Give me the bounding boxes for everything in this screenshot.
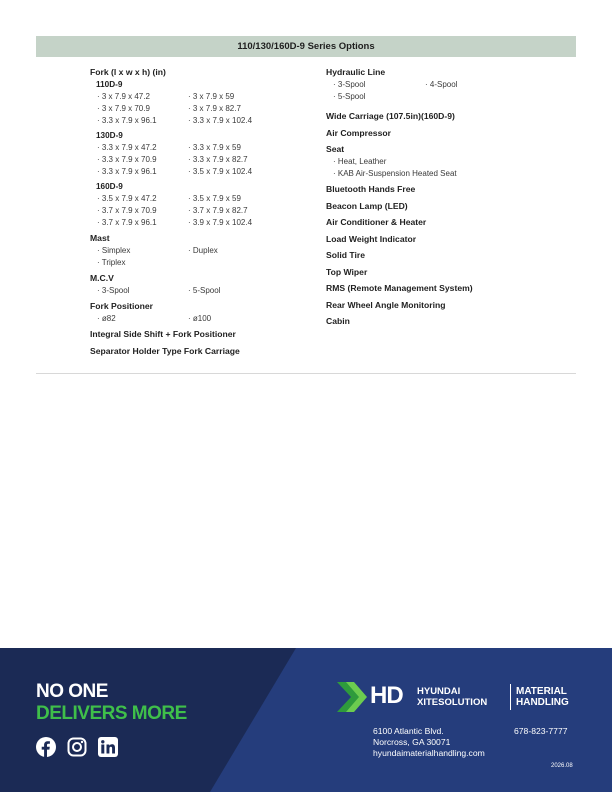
list-item: · 5-Spool [188, 286, 221, 295]
mast-heading: Mast [90, 233, 110, 243]
fork-positioner-heading: Fork Positioner [90, 301, 154, 311]
fork-model-160: 160D-9 [96, 182, 123, 191]
list-item: · 3.3 x 7.9 x 70.9 [97, 155, 157, 164]
option-item: Air Conditioner & Heater [326, 217, 427, 227]
facebook-icon[interactable] [36, 737, 56, 757]
option-item: RMS (Remote Management System) [326, 283, 473, 293]
list-item: · 3.5 x 7.9 x 47.2 [97, 194, 157, 203]
mast-list [90, 245, 315, 269]
fork-positioner-list [90, 313, 315, 325]
list-item: · ø82 [97, 314, 116, 323]
list-item: · 3 x 7.9 x 59 [188, 92, 235, 101]
mcv-list [90, 285, 315, 297]
section-divider [36, 373, 576, 374]
list-item: · 3.3 x 7.9 x 47.2 [97, 143, 157, 152]
slogan-line1: NO ONE [36, 681, 108, 702]
section-title-bar [36, 36, 576, 57]
option-item: Top Wiper [326, 266, 368, 277]
fork-model-110: 110D-9 [96, 80, 123, 89]
phone-number[interactable]: 678-823-7777 [514, 726, 568, 736]
list-item: · 3.5 x 7.9 x 59 [188, 194, 241, 203]
fork-list-160 [90, 193, 315, 229]
seat-heading: Seat [326, 144, 345, 154]
list-item: · 5-Spool [333, 92, 366, 101]
list-item: · 4-Spool [425, 80, 458, 89]
fork-list-130 [90, 142, 315, 178]
list-item: · 3.9 x 7.9 x 102.4 [188, 218, 253, 227]
hydraulic-heading: Hydraulic Line [326, 67, 386, 77]
brand-line2: XITESOLUTION [417, 697, 488, 708]
brand-divider [510, 684, 511, 710]
brand-hd: HD [370, 682, 403, 709]
list-item: · 3.5 x 7.9 x 102.4 [188, 167, 253, 176]
list-item: · 3-Spool [97, 286, 130, 295]
list-item: · 3 x 7.9 x 47.2 [97, 92, 150, 101]
instagram-icon[interactable] [67, 737, 87, 757]
option-item: Bluetooth Hands Free [326, 184, 416, 194]
list-item: · 3-Spool [333, 80, 366, 89]
list-item: · 3.7 x 7.9 x 70.9 [97, 206, 157, 215]
fork-model-130: 130D-9 [96, 131, 123, 140]
mcv-heading: M.C.V [90, 273, 114, 283]
brand-right1: MATERIAL [516, 686, 567, 697]
document-date: 2026.08 [551, 763, 573, 769]
address-line2: Norcross, GA 30071 [373, 737, 451, 747]
slogan-line2: DELIVERS MORE [36, 703, 187, 724]
list-item: · 3 x 7.9 x 70.9 [97, 104, 150, 113]
list-item: · Simplex [97, 246, 131, 255]
list-item: · KAB Air-Suspension Heated Seat [333, 169, 457, 178]
integral-side-shift: Integral Side Shift + Fork Positioner [90, 329, 236, 339]
brand-right2: HANDLING [516, 697, 569, 708]
hydraulic-list [326, 79, 576, 103]
list-item: · ø100 [188, 314, 212, 323]
hd-logo-icon [337, 682, 367, 712]
separator-holder: Separator Holder Type Fork Carriage [90, 345, 240, 356]
wide-carriage: Wide Carriage (107.5in)(160D-9) [326, 111, 455, 121]
option-item: Cabin [326, 316, 350, 326]
option-item: Rear Wheel Angle Monitoring [326, 299, 446, 310]
section-title: 110/130/160D-9 Series Options [237, 41, 375, 52]
right-column [326, 66, 576, 332]
list-item: · 3.7 x 7.9 x 96.1 [97, 218, 157, 227]
fork-heading: Fork (l x w x h) (in) [90, 67, 166, 77]
website-link[interactable]: hyundaimaterialhandling.com [373, 748, 485, 758]
list-item: · 3.3 x 7.9 x 96.1 [97, 167, 157, 176]
list-item: · Triplex [97, 258, 126, 267]
fork-list-110 [90, 91, 315, 127]
linkedin-icon[interactable] [98, 737, 118, 757]
left-column [90, 66, 315, 361]
list-item: · Heat, Leather [333, 157, 387, 166]
seat-list [326, 156, 576, 180]
air-compressor: Air Compressor [326, 127, 391, 138]
option-item: Beacon Lamp (LED) [326, 200, 408, 211]
list-item: · 3.3 x 7.9 x 96.1 [97, 116, 157, 125]
list-item: · Duplex [188, 246, 218, 255]
list-item: · 3.3 x 7.9 x 102.4 [188, 116, 253, 125]
list-item: · 3 x 7.9 x 82.7 [188, 104, 241, 113]
brand-line1: HYUNDAI [417, 686, 461, 697]
option-item: Solid Tire [326, 250, 365, 260]
list-item: · 3.7 x 7.9 x 82.7 [188, 206, 248, 215]
address-line1: 6100 Atlantic Blvd. [373, 726, 444, 736]
option-item: Load Weight Indicator [326, 233, 417, 244]
list-item: · 3.3 x 7.9 x 82.7 [188, 155, 248, 164]
list-item: · 3.3 x 7.9 x 59 [188, 143, 241, 152]
